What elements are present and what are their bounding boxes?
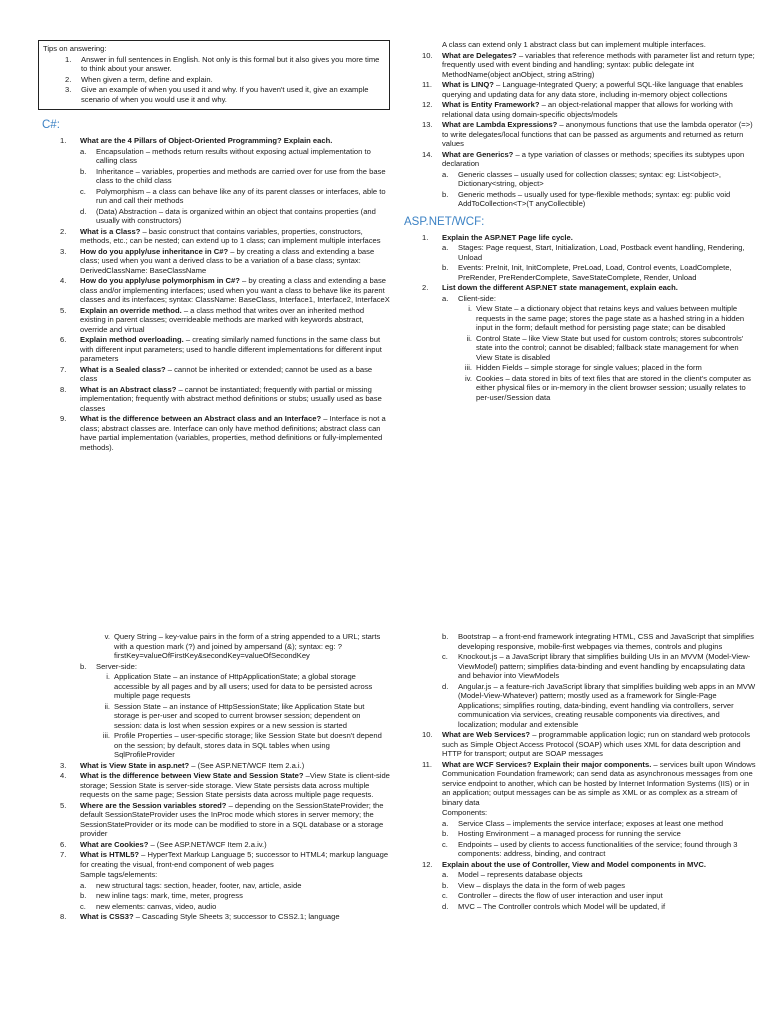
question-item: 7. What is HTML5? – HyperText Markup Language 5; successor to HTML4; markup language for creating the visual, front-end component of web pages: [60, 850, 389, 869]
section-heading-aspnet: ASP.NET/WCF:: [404, 215, 485, 228]
answer-subitem: b. new inline tags: mark, time, meter, progress: [80, 891, 243, 900]
question-item: 2. What is a Class? – basic construct that contains variables, properties, constructors, methods, etc.; can be nested; can extend up to 1 class; can implement multiple interfaces: [60, 226, 381, 245]
question-item: 12. Explain about the use of Controller, View and Model components in MVC.: [422, 859, 706, 869]
question-item: 9. What is the difference between an Abstract class and an Interface? – Interface is not a class; abstract classes are. Interface can only have method definitions; abstract class can have partial implementation (variables, properties, method definitions or fully-implemented methods).: [60, 414, 386, 452]
question-item: 8. What is CSS3? – Cascading Style Sheets 3; successor to CSS2.1; language: [60, 912, 340, 921]
question-item: 6. What are Cookies? – (See ASP.NET/WCF Item 2.a.iv.): [60, 839, 267, 849]
question-item: 12. What is Entity Framework? – an object-relational mapper that allows for working with relational data using domain-specific objects/models: [422, 100, 733, 119]
answer-subitem: a. Service Class – implements the service interface; exposes at least one method: [442, 818, 724, 828]
continued-text: A class can extend only 1 abstract class but can implement multiple interfaces.: [442, 40, 706, 49]
answer-subitem: c. Knockout.js – a JavaScript library that simplifies building UIs in an MVVM (Model-View-ViewModel) pattern; simplifies data-binding and event handling by encapsulating data and behavior into ViewModels: [442, 652, 751, 680]
continued-text: Sample tags/elements:: [80, 870, 158, 879]
answer-subitem: b. Events: PreInit, Init, InitComplete, PreLoad, Load, Control events, LoadComplete, PreRender, PreRenderComplete, SaveStateComplete, Render, Unload: [442, 263, 732, 282]
question-item: 5. Where are the Session variables stored? – depending on the SessionStateProvider; the default SessionStateProvider uses the InProc mode which stores in server memory; the SessionStateProvider or its mode can be modified to store in a SQL database or a storage provider: [60, 800, 384, 838]
answer-subsubitem: ii. Control State – like View State but used for custom controls; stores subcontrols' state into the control; cannot be disabled; fallback state management for when View State is disabled: [466, 333, 744, 362]
question-item: 1. What are the 4 Pillars of Object-Oriented Programming? Explain each.: [60, 136, 333, 145]
answer-subsubitem: i. Application State – an instance of HttpApplicationState; a global storage accessible by all pages and by all users; used for data to be persisted across multiple page requests: [106, 672, 373, 700]
answer-subsubitem: i. View State – a dictionary object that retains keys and values between multiple requests in the same page; stores the page state as a hashed string in a hidden input in the form; default method for persisting page state; can be disabled: [468, 304, 745, 332]
answer-subitem: a. new structural tags: section, header, footer, nav, article, aside: [80, 880, 302, 890]
answer-subitem: c. Controller – directs the flow of user interaction and user input: [442, 891, 663, 900]
answer-subitem: d. Angular.js – a feature-rich JavaScript library that simplifies building web apps in an MVW (Model-View-Whatever) pattern; mostly used as a framework for Single-Page Applications; simplifies routing, data-binding, event handling via controllers, server communication via services, creating reusable components via directives, and localization; modular and extensible: [442, 681, 756, 729]
answer-subitem: b. Server-side:: [80, 661, 137, 671]
answer-subsubitem: ii. Session State – an instance of HttpSessionState; like Application State but storage is per-user and scoped to current browser session; dependent on session: data is lost when session expires or a new session is started: [104, 701, 365, 730]
question-item: 11. What is LINQ? – Language-Integrated Query; a powerful SQL-like language that enables querying and updating data for any data store, including in-memory object collections: [422, 80, 743, 99]
answer-subitem: c. Polymorphism – a class can behave like any of its parent classes or interfaces, able to run and call their methods: [80, 186, 386, 205]
answer-subitem: b. Generic methods – usually used for type-flexible methods; syntax: eg: public void AddToCollection<T>(T anyCollectible): [442, 189, 731, 208]
question-item: 3. What is View State in asp.net? – (See ASP.NET/WCF Item 2.a.i.): [60, 760, 305, 770]
answer-subitem: c. Endpoints – used by clients to access functionalities of the service; found through 3 components: address, binding, and contract: [442, 839, 738, 858]
continued-text: Components:: [442, 808, 488, 817]
section-heading-csharp: C#:: [42, 119, 60, 131]
column-bottom-left: [38, 632, 390, 1024]
answer-subitem: a. Encapsulation – methods return results without exposing actual implementation to calling class: [80, 146, 371, 165]
answer-subitem: b. Bootstrap – a front-end framework integrating HTML, CSS and JavaScript that simplifies developing responsive, mobile-first webpages via themes, controls and plugins: [442, 632, 754, 651]
answer-subitem: b. Inheritance – variables, properties and methods are carried over for use from the base class to the child class: [80, 166, 386, 185]
column-top-left: [38, 40, 390, 600]
tips-box: [38, 40, 390, 110]
question-item: 10. What are Web Services? – programmable application logic; run on standard web protocols such as Simple Object Access Protocol (SOAP) which uses XML for data description and HTTP for transport; output are SOAP messages: [422, 730, 751, 758]
column-bottom-right: [400, 632, 756, 1024]
answer-subsubitem: v. Query String – key-value pairs in the form of a string appended to a URL; starts with a question mark (?) and joined by ampersand (&); syntax: eg: ?firstKey=valueOfFirstKey&secondKey=valueOfSecondKey: [104, 632, 381, 660]
question-item: 2. List down the different ASP.NET state management, explain each.: [422, 283, 678, 292]
answer-subitem: d. MVC – The Controller controls which Model will be updated, if: [442, 901, 666, 911]
answer-subitem: b. Hosting Environment – a managed process for running the service: [442, 829, 681, 838]
answer-subitem: d. (Data) Abstraction – data is organized within an object that contains properties (and usually with constructors): [80, 206, 376, 225]
question-item: 5. Explain an override method. – a class method that writes over an inherited method existing in parent classes; overrideable methods are marked with keywords abstract, override and virtual: [60, 305, 365, 334]
answer-subsubitem: iv. Cookies – data stored in bits of text files that are stored in the client's computer as either physical files or in-memory in the client browser session; usually relates to per-user/Session data: [464, 373, 751, 402]
question-item: 7. What is a Sealed class? – cannot be inherited or extended; cannot be used as a base class: [60, 364, 373, 383]
tip-item: 1. Answer in full sentences in English. Not only is this formal but it also gives you more time to think about your answer.: [65, 54, 380, 73]
question-item: 4. What is the difference between View State and Session State? –View State is client-side storage; Session State is server-side storage. View State persists data across multiple requests on the same page; Session State persists data across multiple page requests.: [60, 771, 390, 799]
question-item: 13. What are Lambda Expressions? – anonymous functions that use the lambda operator (=>) to write delegates/local functions that can be passed as arguments and returned as return values: [422, 120, 753, 148]
answer-subsubitem: iii. Profile Properties – user-specific storage; like Session State but doesn't depend on the session; by default, stores data in SQL tables when using SqlProfileProvider: [102, 731, 382, 759]
question-item: 8. What is an Abstract class? – cannot be instantiated; frequently with partial or missing implementation; frequently with abstract method definitions or stubs; usually used as base classes: [60, 384, 382, 413]
tips-title: Tips on answering:: [43, 44, 107, 53]
question-item: 1. Explain the ASP.NET Page life cycle.: [422, 232, 573, 242]
answer-subitem: a. Stages: Page request, Start, Initialization, Load, Postback event handling, Rendering, Unload: [442, 243, 745, 262]
question-item: 4. How do you apply/use polymorphism in C#? – by creating a class and extending a base class and/or implementing interfaces; used when you want a class to behave like its parent classes and its interfaces; syntax: ClassName: BaseClass, Interface1, Interface2, InterfaceX: [60, 276, 390, 304]
answer-subitem: a. Client-side:: [442, 293, 496, 303]
question-item: 3. How do you apply/use inheritance in C#? – by creating a class and extending a base class; used when you want a derived class to be a variation of a base class; syntax: DerivedClassName: BaseClassName: [60, 246, 375, 275]
question-item: 11. What are WCF Services? Explain their major components. – services built upon Windows Communication Foundation framework; can send data as asynchronous messages from one service endpoint to another, which can be hosted by Internet Information Systems (IIS) or in an application; output messages can be as simple as XML or as complex as a stream of binary data: [422, 759, 756, 807]
answer-subitem: c. new elements: canvas, video, audio: [80, 901, 217, 911]
tip-item: 3. Give an example of when you used it and why. If you haven't used it, give an example scenario of when you would use it and why.: [65, 85, 369, 104]
answer-subitem: a. Generic classes – usually used for collection classes; syntax: eg: List<object>, Dictionary<string, object>: [442, 169, 721, 188]
answer-subitem: a. Model – represents database objects: [442, 870, 583, 879]
answer-subitem: b. View – displays the data in the form of web pages: [442, 880, 626, 890]
question-item: 14. What are Generics? – a type variation of classes or methods; specifies its subtypes upon declaration: [422, 149, 745, 168]
tip-item: 2. When given a term, define and explain.: [65, 74, 213, 84]
question-item: 6. Explain method overloading. – creating similarly named functions in the same class but with different input parameters; used to handle different implementations for different input parameters: [60, 335, 382, 363]
column-top-right: [400, 40, 756, 600]
answer-subsubitem: iii. Hidden Fields – simple storage for single values; placed in the form: [464, 363, 702, 372]
question-item: 10. What are Delegates? – variables that reference methods with parameter list and return type; frequently used with event binding and handling; syntax: public delegate int MethodName(object anObject, string aString): [422, 50, 755, 79]
